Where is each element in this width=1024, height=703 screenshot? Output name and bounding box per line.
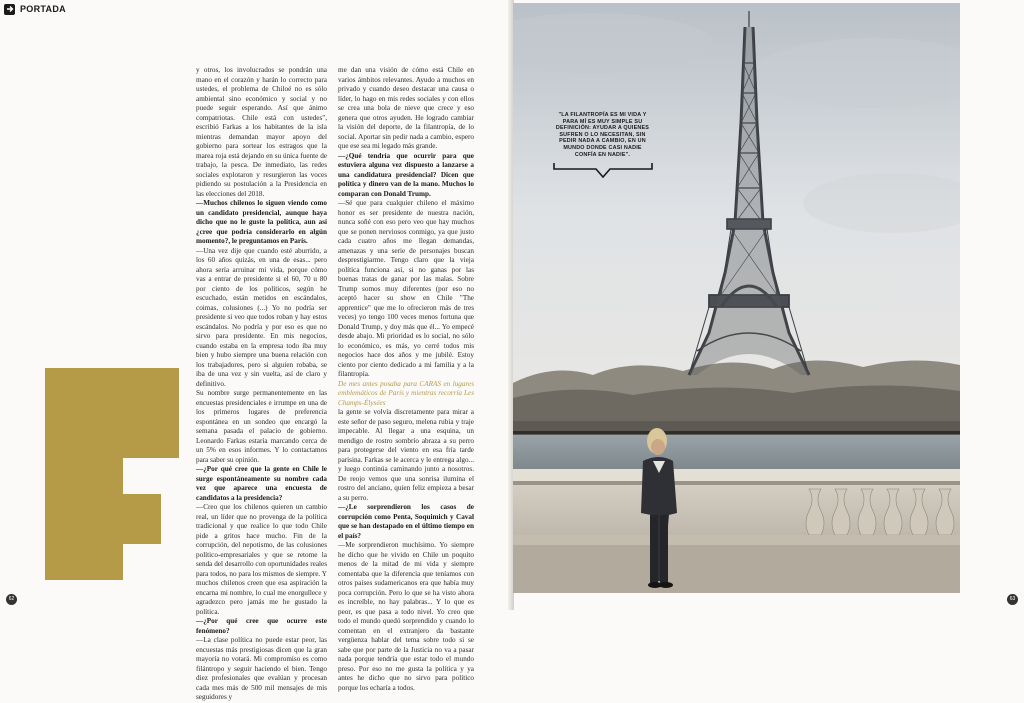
section-label: PORTADA bbox=[20, 4, 66, 14]
pull-quote: "LA FILANTROPÍA ES MI VIDA Y PARA MÍ ES MUY SIMPLE SU DEFINICIÓN: AYUDAR A QUIENES SUFREN O LO NECESITAN, SIN PEDIR NADA A CAMBIO, EN UN MUNDO DONDE CASI NADIE CONFÍA EN NADIE". bbox=[555, 112, 650, 158]
right-page-margin bbox=[960, 0, 1024, 610]
body-paragraph: —La clase política no puede estar peor, las encuestas más prestigiosas dicen que la gran mayoría no votará. Mi compromiso es como filántropo y seguir haciendo el bien. Tengo diez profesionales que evalúan y procesan cada mes más de 500 mil mensajes de mis seguidores y bbox=[196, 636, 327, 701]
left-page bbox=[0, 0, 512, 701]
body-paragraph: me dan una visión de cómo está Chile en varios ámbitos relevantes. Ayudo a muchos en privado y cuando deseo destacar una causa o líder, lo hago en mis redes sociales y con ellos se crea una bola de nieve que crece y eso genera que otros ayuden. He logrado cambiar la visión del deporte, de la filantropía, de lo social. Aportar sin pedir nada a cambio, espero que ese sea mi legado más grande. bbox=[338, 66, 474, 150]
article-column-1 bbox=[196, 66, 327, 703]
body-paragraph: y otros, los involucrados se pondrán una mano en el corazón y harán lo correcto para ustedes, el problema de Chiloé no es sólo ambiental sino económico y social y no puede seguir esperando. Así que ánimo compatriotas. Chile está con ustedes", escribió Farkas a los habitantes de la isla mientras demandan mayor apoyo del gobierno para sortear los estragos que la marea roja está dejando en su única fuente de trabajo, la pesca. De inmediato, las redes sociales explotaron y resurgieron las voces pidiendo su postulación a la Presidencia en las elecciones del 2018. bbox=[196, 66, 327, 198]
body-paragraph: Su nombre surge permanentemente en las encuestas presidenciales e irrumpe en una de los primeros lugares de preferencia espontánea en un sondeo que encargó la semana pasada el palacio de gobierno. Leonardo Farkas estaría marcando cerca de un 5% en esos informes. Y lo contactamos para saber su opinión. bbox=[196, 389, 327, 464]
interview-question: —¿Por qué cree que ocurre este fenómeno? bbox=[196, 617, 327, 635]
section-tag[interactable] bbox=[4, 2, 66, 16]
body-paragraph: la gente se volvía discretamente para mirar a este señor de paso seguro, melena rubia y traje impecable. Al llegar a una esquina, un mendigo de rostro sombrío abraza a su perro para protegerse del viento en esa fría tarde parisina. Farkas se le acerca y le entrega algo... y luego continúa caminando junto a nosotros. De reojo vemos que una sonrisa ilumina el rostro del anciano, quien feliz empieza a besar a su perro. bbox=[338, 408, 474, 502]
interview-question: —¿Qué tendría que ocurrir para que estuviera alguna vez dispuesto a lanzarse a una candidatura presidencial? Dicen que política y dinero van de la mano. Muchos lo comparan con Donald Trump. bbox=[338, 151, 474, 198]
page-number-right: 63 bbox=[1007, 594, 1018, 605]
body-paragraph: —Creo que los chilenos quieren un cambio real, un líder que no provenga de la política tradicional y que realice lo que todo Chile pide a gritos hace mucho. Fin de la corrupción, del nepotismo, de las colusiones político-empresariales y que se retome la senda del desarrollo con oportunidades reales para todos, no para los mismos de siempre. Y muchos chilenos creen que esa aspiración la encarna mi nombre, lo cual me enorgullece y agradezco pero jamás me he gustado la política. bbox=[196, 503, 327, 616]
quote-bracket bbox=[552, 161, 654, 179]
drop-cap-f bbox=[41, 362, 183, 584]
caption-lead: De mes antes posaba para CARAS en lugares emblemáticos de París y mientras recorría Les Champs-Élysées bbox=[338, 379, 474, 407]
interview-question: —¿Le sorprendieron los casos de corrupción como Penta, Soquimich y Caval que se han destapado en el último tiempo en el país? bbox=[338, 503, 474, 540]
body-paragraph: —Me sorprendieron muchísimo. Yo siempre he dicho que he vivido en Chile un poquito menos de la mitad de mi vida y siempre comentaba que la diferencia que teníamos con otros países sudamericanos era que había muy poca corrupción. Pero lo que se ha visto ahora es increíble, no hay palabras... Y lo que es peor, es que pasa a todo nivel. Yo creo que todo el mundo quedó sorprendido y cuando lo comentan en el extranjero da bastante vergüenza hablar del tema sobre todo si se sabe que por parte de la Justicia no va a pasar nada porque tendría que estar todo el mundo preso. Por eso no me gusta la política y ya antes he dicho que no sirvo para político porque los echaría a todos. bbox=[338, 541, 474, 692]
body-paragraph: —Una vez dije que cuando esté aburrido, a los 60 años quizás, en una de esas... pero ahora sería arruinar mi vida, porque cómo vas a entrar de presidente si el 60, 70 u 80 por ciento de los políticos, según he escuchado, están metidos en escándalos, coimas, colusiones (...) Yo no podría ser presidente si veo que todos roban y hay estos escándalos. No podría y por eso es que no sirvo para presidente. En mis negocios, cuando estaba en la empresa todo iba muy bien y hubo siempre una buena relación con los trabajadores, pero si alguien robaba, se iba de una vez y sin vuelta, así de claro y definitivo. bbox=[196, 246, 327, 388]
article-column-2 bbox=[338, 66, 474, 693]
page-number-left: 62 bbox=[6, 594, 17, 605]
arrow-right-icon bbox=[4, 4, 15, 15]
interview-question: —Muchos chilenos lo siguen viendo como un candidato presidencial, aunque haya dicho que no le guste la política, aun así ¿cree que podría considerarlo en algún momento?, le preguntamos en París. bbox=[196, 199, 327, 245]
interview-question: —¿Por qué cree que la gente en Chile le surge espontáneamente su nombre cada vez que aparece una encuesta de candidatos a la presidencia? bbox=[196, 465, 327, 502]
body-paragraph: —Sé que para cualquier chileno el máximo honor es ser presidente de nuestra nación, nunca soñé con eso pero veo que hay muchos que se ponen nerviosos conmigo, ya que justo cada cuatro años me llegan demandas, amenazas y una serie de personajes buscan desprestigiarme. Tengo claro que la vieja política funciona así, si no ganas por las buenas tratas de ganar por las malas. Sobre Trump somos muy diferentes (por eso no aceptó hacer su show en Chile "The apprentice" que me lo ofrecieron más de tres veces) yo tengo 100 veces menos fortuna que Donald Trump, y doy más que él... Yo empecé desde abajo. Mi prioridad es lo social, no sólo lo económico, es más, yo cerré todos mis negocios hace dos años y me jubilé. Estoy ciento por ciento dedicado a mi familia y a la filantropía. bbox=[338, 199, 474, 378]
eiffel-tower-photo bbox=[513, 3, 960, 593]
